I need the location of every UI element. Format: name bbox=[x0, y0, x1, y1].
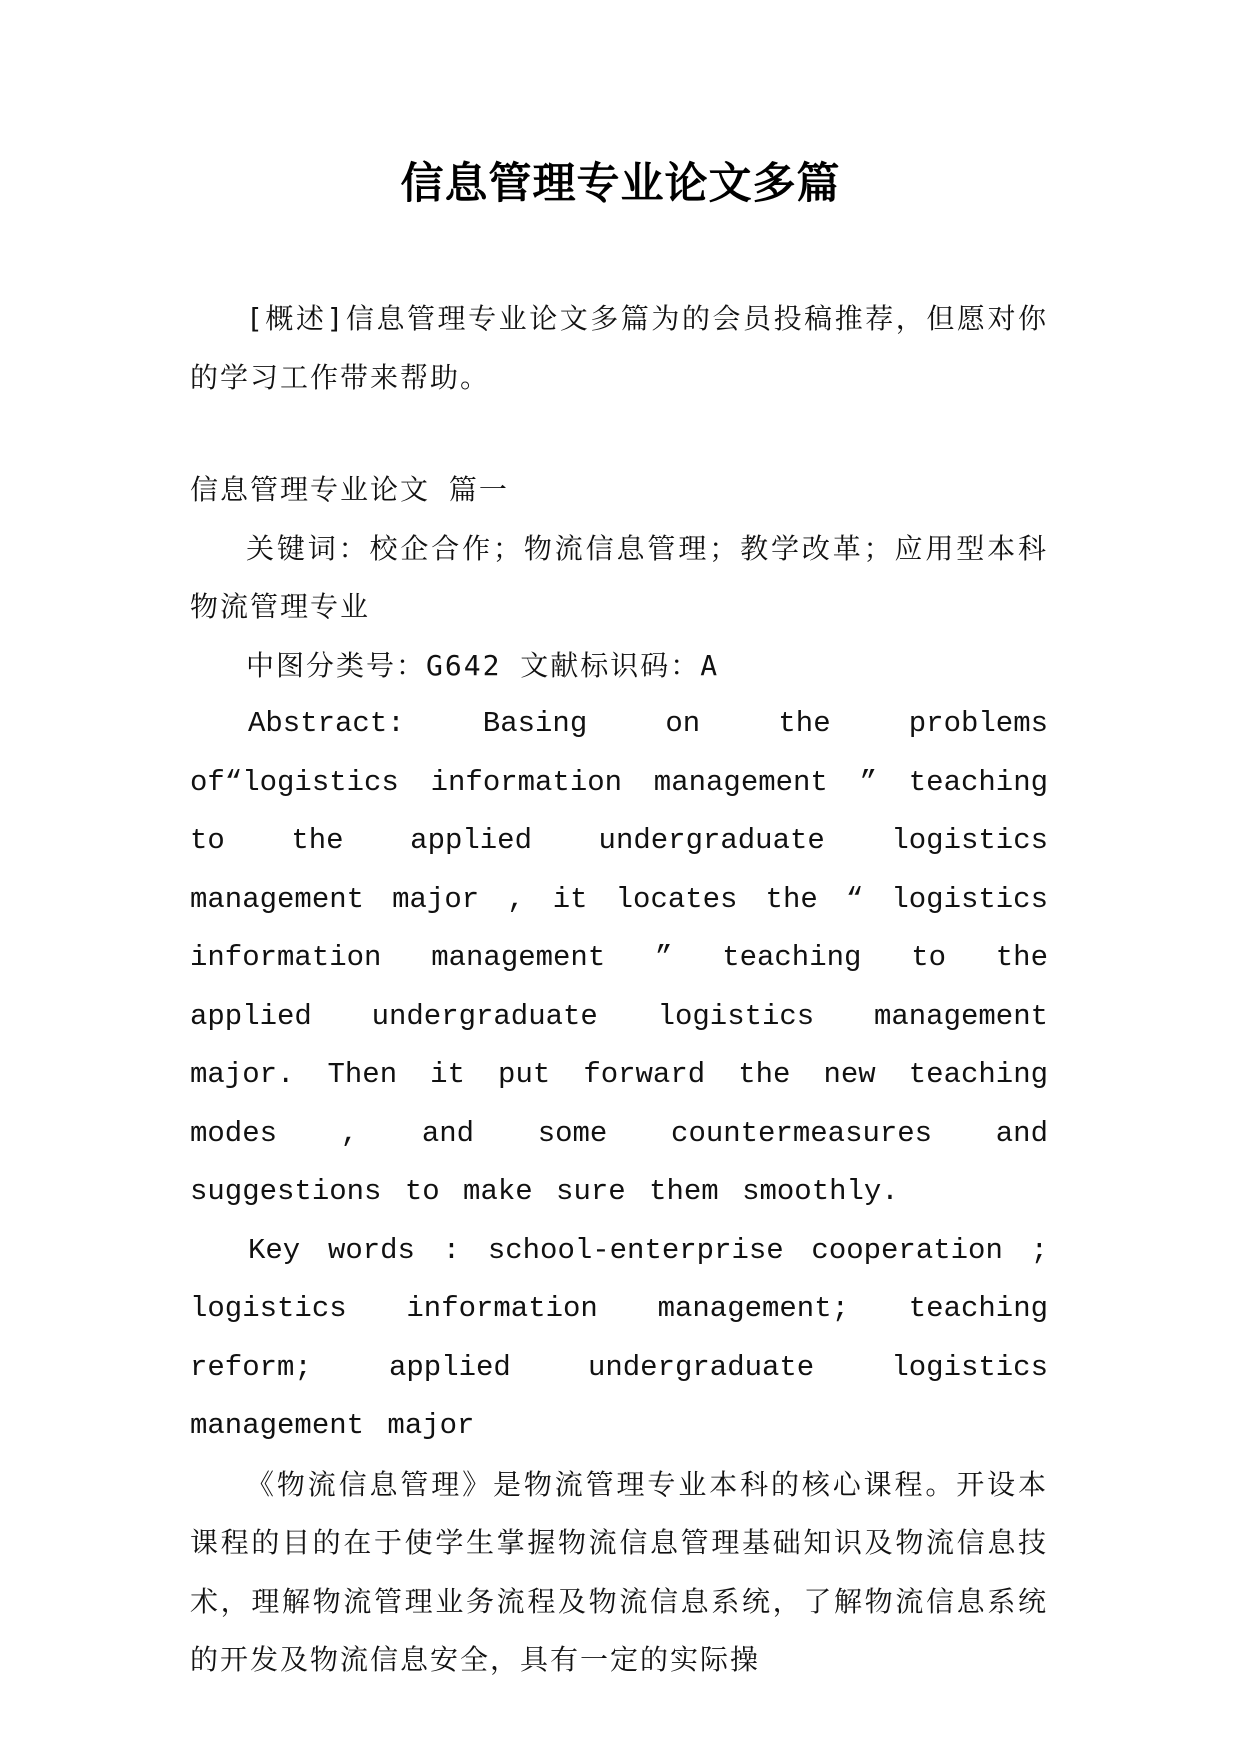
body-paragraph: 《物流信息管理》是物流管理专业本科的核心课程。开设本课程的目的在于使学生掌握物流信息管理基础知识及物流信息技术，理解物流管理业务流程及物流信息系统，了解物流信息系统的开发及物流信息安全，具有一定的实际操 bbox=[190, 1467, 1048, 1676]
chinese-keywords: 关键词：校企合作；物流信息管理；教学改革；应用型本科物流管理专业 bbox=[190, 531, 1048, 623]
document-title: 信息管理专业论文多篇 bbox=[400, 159, 841, 209]
section-heading: 信息管理专业论文 篇一 bbox=[190, 473, 509, 506]
document-body bbox=[190, 290, 1048, 1690]
spacer bbox=[190, 407, 1048, 461]
english-abstract: Abstract: Basing on the problems of“logistics information management ” teaching to the applied undergraduate logistics management major , it locates the “ logistics information management ” teaching to the applied undergraduate logistics management major. Then it put forward the new teaching modes , and some countermeasures and suggestions to make sure them smoothly. bbox=[190, 707, 1048, 1208]
summary-paragraph: [概述]信息管理专业论文多篇为的会员投稿推荐，但愿对你的学习工作带来帮助。 bbox=[190, 302, 1048, 394]
classification-line: 中图分类号：G642 文献标识码：A bbox=[246, 648, 720, 682]
english-keywords: Key words : school-enterprise cooperation ; logistics information management; teaching reform; applied undergraduate logistics management major bbox=[190, 1233, 1048, 1442]
